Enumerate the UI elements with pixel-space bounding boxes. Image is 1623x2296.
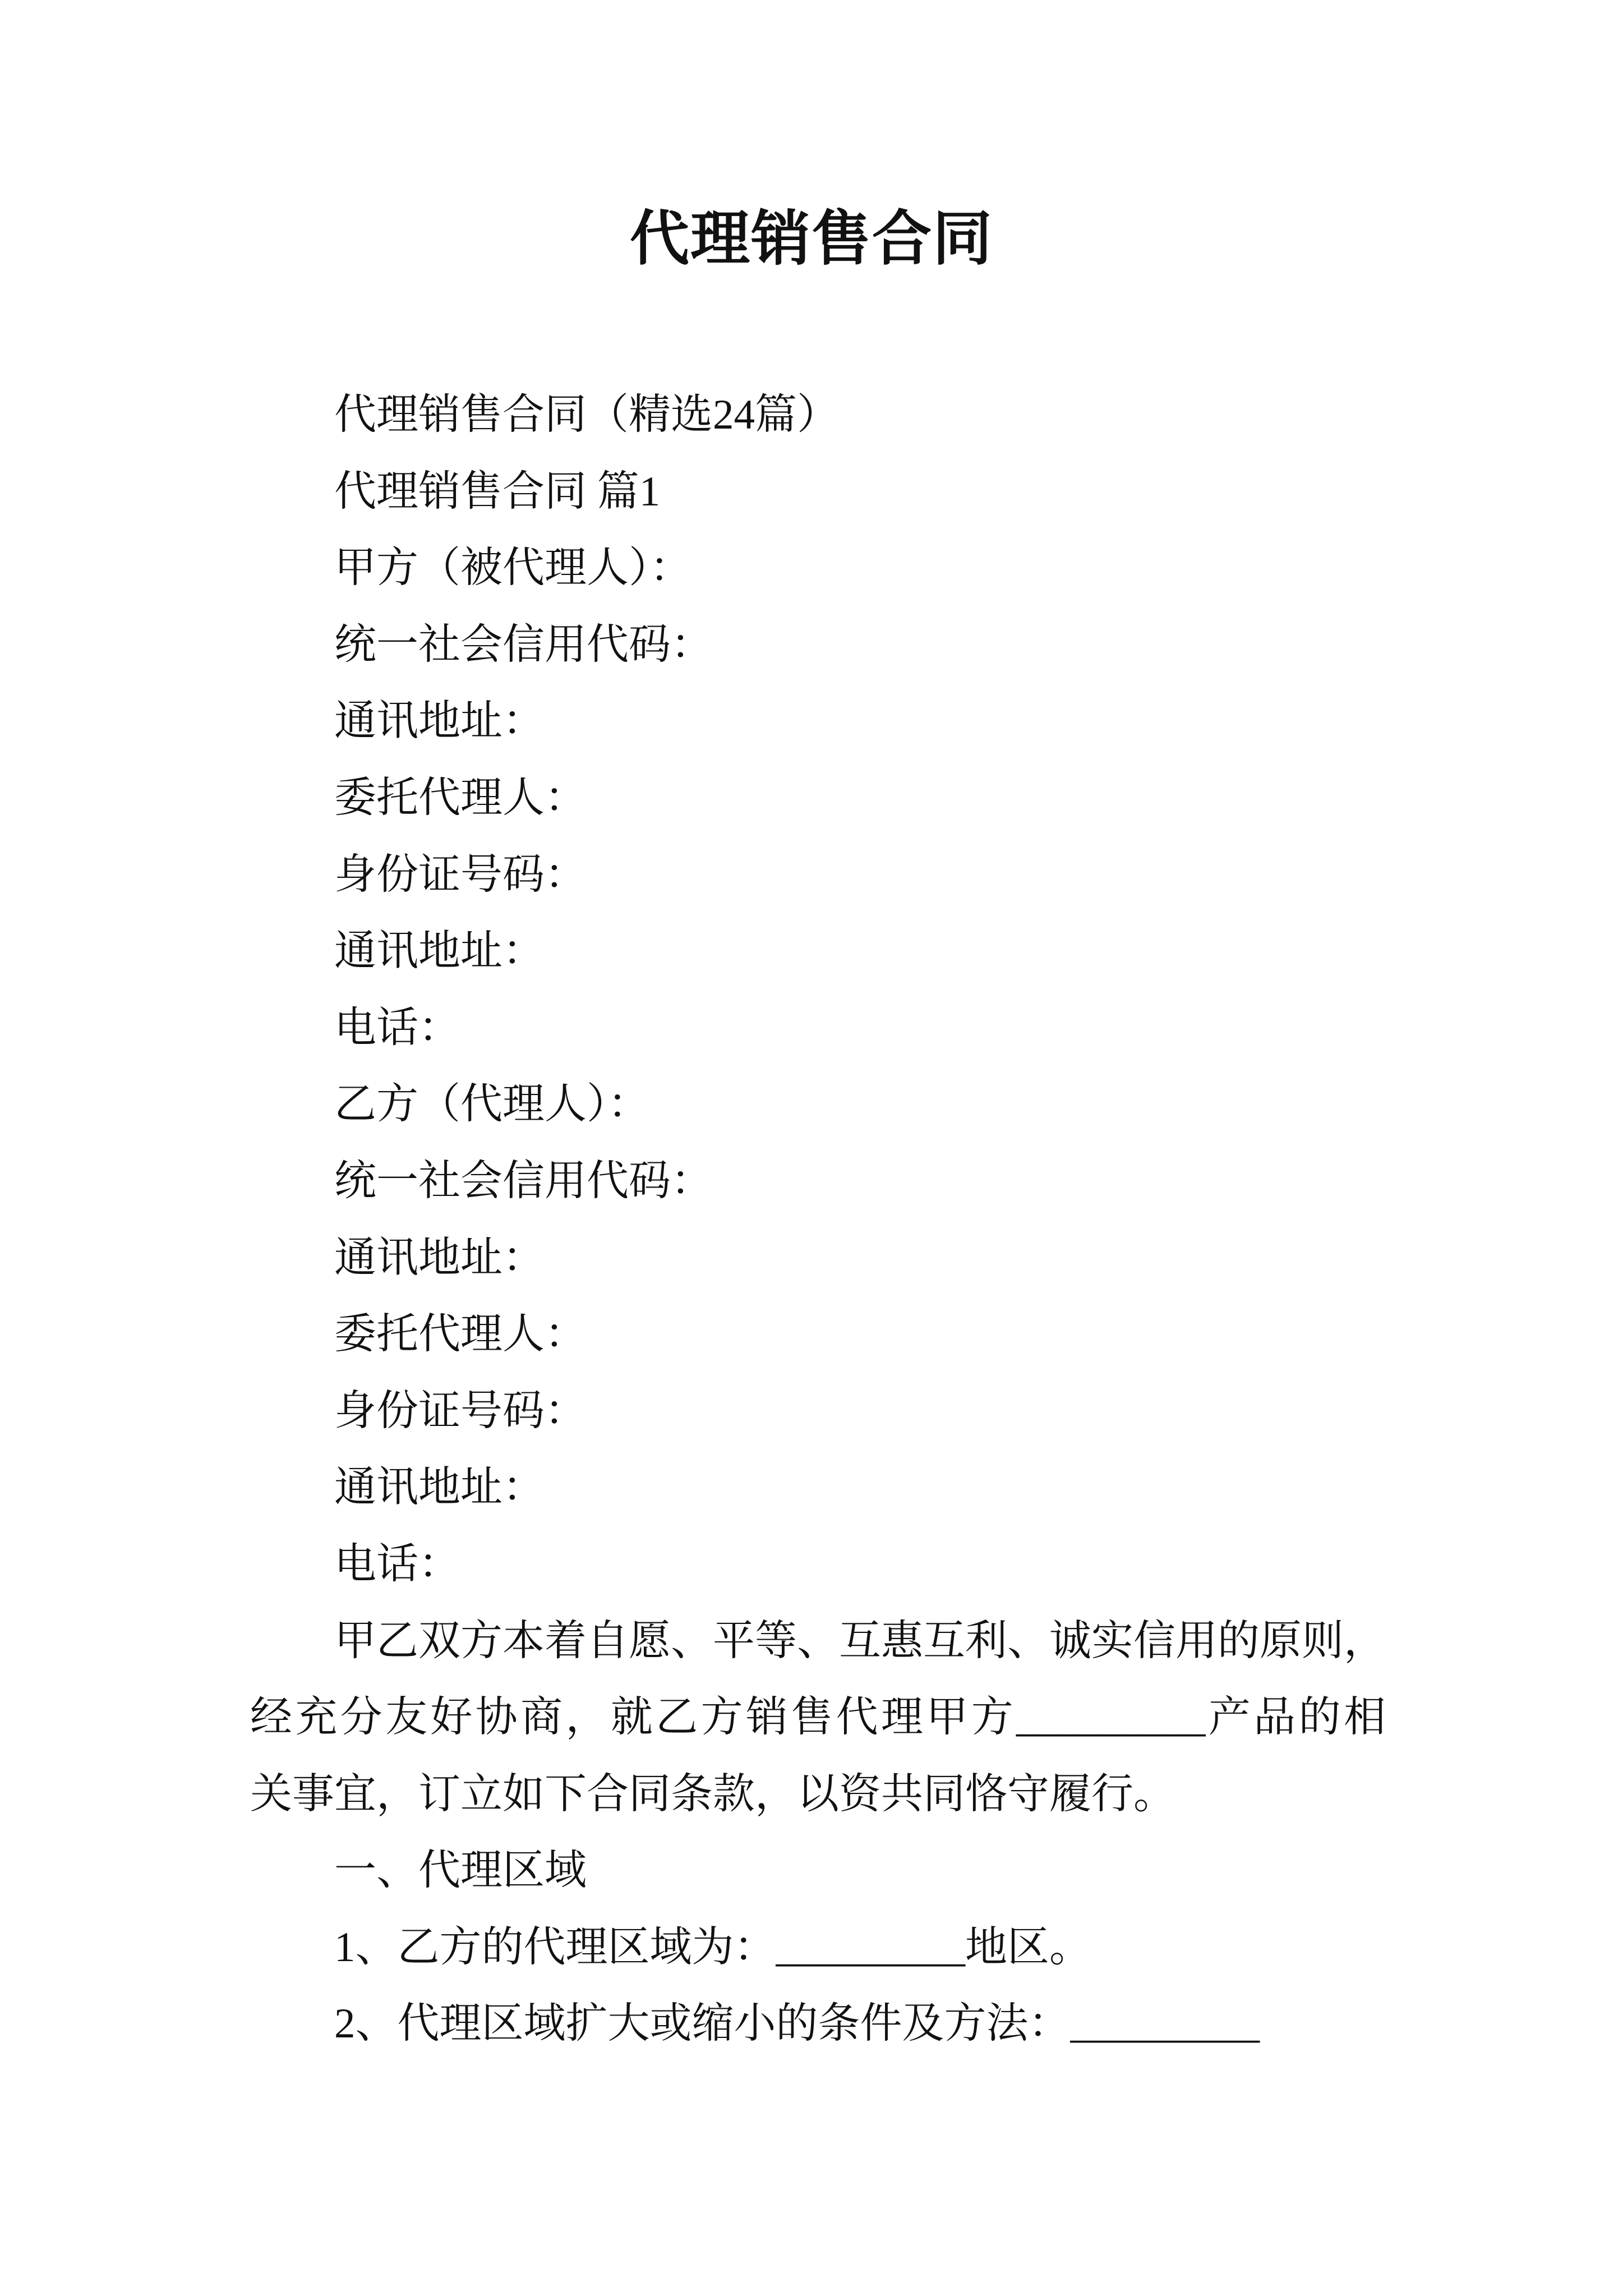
party-b-phone: 电话： [334,1540,461,1588]
party-a-agent: 委托代理人： [334,774,587,821]
preamble-line: 甲乙双方本着自愿、平等、互惠互利、诚实信用的原则， [334,1617,1386,1664]
party-b-agent: 委托代理人： [334,1311,587,1358]
clause-item: 1、乙方的代理区域为：_________地区。 [334,1924,1092,1971]
preamble-line: 经充分友好协商，就乙方销售代理甲方_________产品的相 [250,1694,1386,1741]
preamble-line: 关事宜，订立如下合同条款，以资共同恪守履行。 [250,1770,1176,1818]
party-b-agent-address: 通讯地址： [334,1464,545,1511]
section-heading: 代理销售合同 篇1 [334,468,661,515]
document-subtitle: 代理销售合同（精选24篇） [334,392,840,438]
clause-heading: 一、代理区域 [334,1847,587,1894]
preamble-paragraph [250,1603,1386,1833]
party-b-label: 乙方（代理人）： [334,1081,650,1128]
party-a-block [250,530,1386,1066]
party-b-block [250,1066,1386,1603]
party-b-address: 通讯地址： [334,1234,545,1281]
party-a-phone: 电话： [334,1004,461,1051]
party-a-credit-code: 统一社会信用代码： [334,621,713,668]
party-a-label: 甲方（被代理人）： [334,545,692,592]
clause-item: 2、代理区域扩大或缩小的条件及方法：_________ [334,2000,1260,2047]
document-title: 代理销售合同 [630,203,993,273]
party-b-id-number: 身份证号码： [334,1387,587,1434]
party-b-credit-code: 统一社会信用代码： [334,1157,713,1204]
party-a-agent-address: 通讯地址： [334,928,545,975]
document-body [250,377,1386,2063]
clause-agency-region [250,1833,1386,2063]
party-a-address: 通讯地址： [334,698,545,745]
party-a-id-number: 身份证号码： [334,851,587,898]
